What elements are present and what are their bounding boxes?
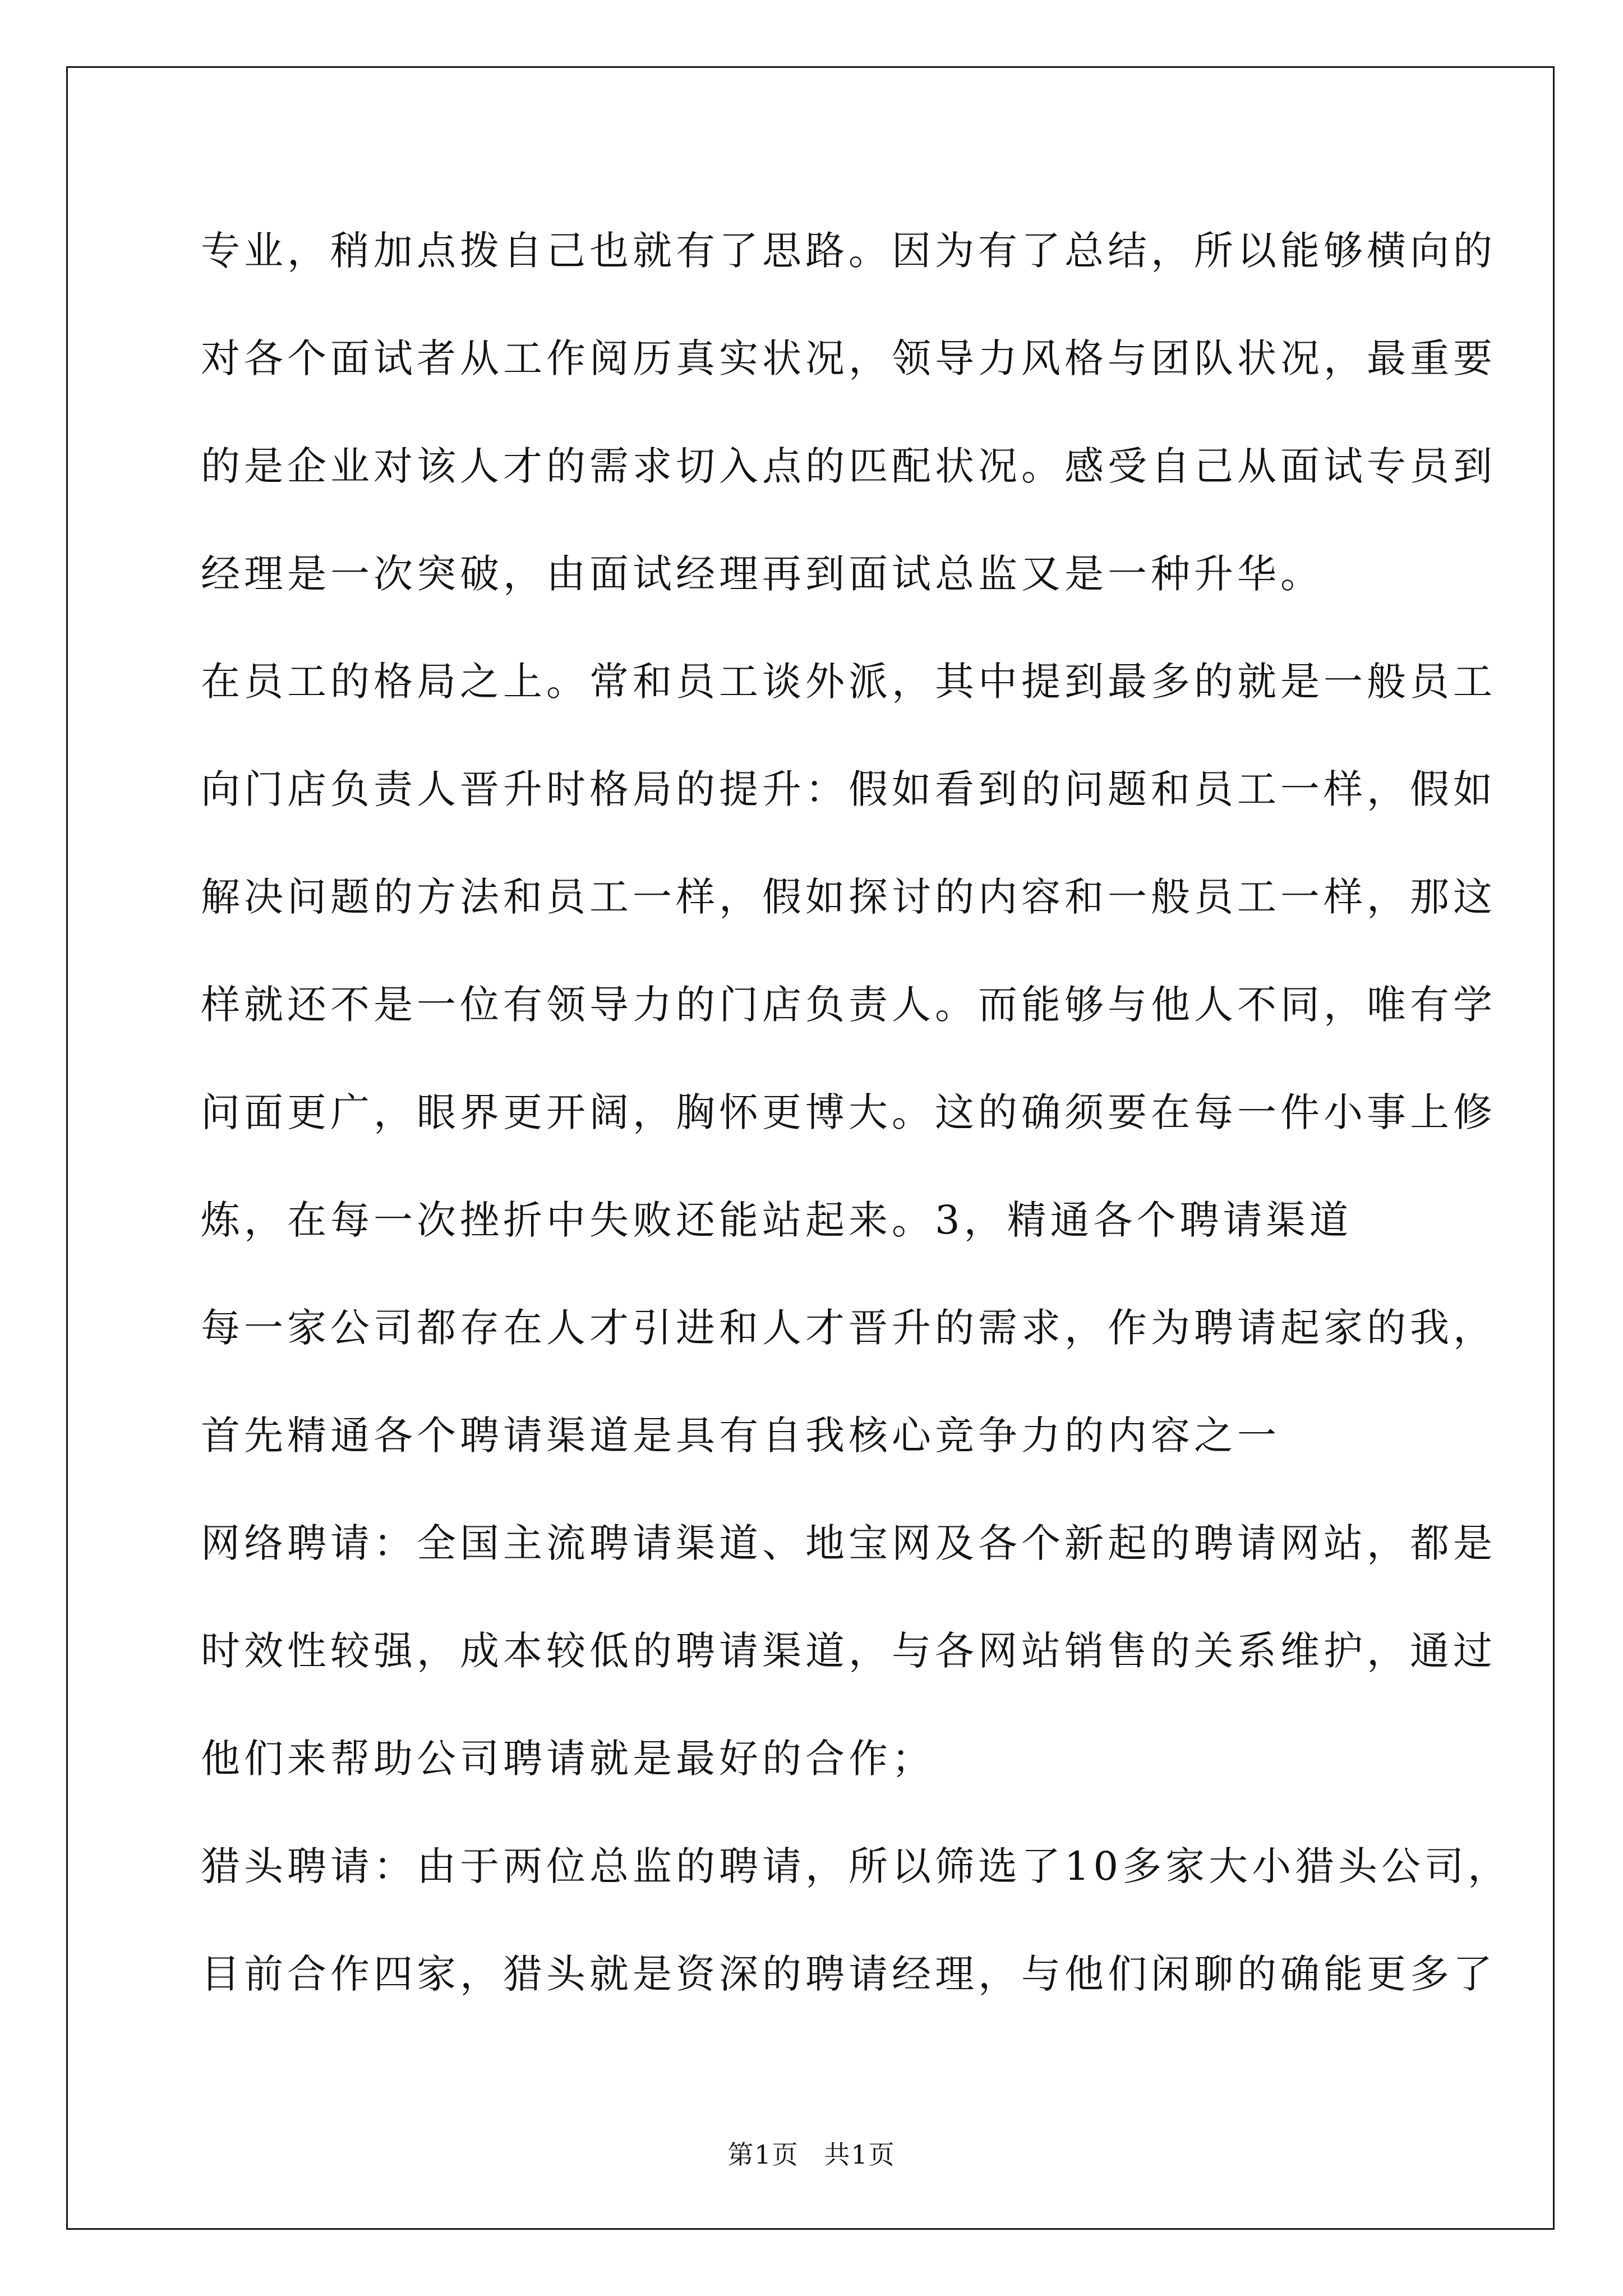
- text-line: 的是企业对该人才的需求切入点的匹配状况。感受自己从面试专员到: [201, 443, 1496, 489]
- page-number-total: 共1页: [824, 2139, 896, 2170]
- text-line: 时效性较强，成本较低的聘请渠道，与各网站销售的关系维护，通过: [201, 1628, 1496, 1674]
- text-line: 问面更广，眼界更开阔，胸怀更博大。这的确须要在每一件小事上修: [201, 1089, 1496, 1135]
- document-body: [201, 220, 1511, 2051]
- text-line: 他们来帮助公司聘请就是最好的合作；: [201, 1736, 935, 1782]
- text-line: 经理是一次突破，由面试经理再到面试总监又是一种升华。: [201, 551, 1324, 597]
- text-line: 炼，在每一次挫折中失败还能站起来。3，精通各个聘请渠道: [201, 1197, 1353, 1243]
- text-line: 向门店负责人晋升时格局的提升：假如看到的问题和员工一样，假如: [201, 766, 1496, 812]
- text-line: 对各个面试者从工作阅历真实状况，领导力风格与团队状况，最重要: [201, 335, 1496, 381]
- text-line: 样就还不是一位有领导力的门店负责人。而能够与他人不同，唯有学: [201, 982, 1496, 1028]
- page-footer: [0, 2134, 1623, 2171]
- text-line: 目前合作四家，猎头就是资深的聘请经理，与他们闲聊的确能更多了: [201, 1951, 1496, 1997]
- page-number-current: 第1页: [727, 2139, 799, 2170]
- text-line: 在员工的格局之上。常和员工谈外派，其中提到最多的就是一般员工: [201, 659, 1496, 705]
- text-line: 专业，稍加点拨自己也就有了思路。因为有了总结，所以能够横向的: [201, 228, 1496, 274]
- text-line: 解决问题的方法和员工一样，假如探讨的内容和一般员工一样，那这: [201, 874, 1496, 920]
- text-line: 猎头聘请：由于两位总监的聘请，所以筛选了10多家大小猎头公司，: [201, 1843, 1511, 1889]
- text-line: 首先精通各个聘请渠道是具有自我核心竞争力的内容之一: [201, 1412, 1280, 1458]
- text-line: 网络聘请：全国主流聘请渠道、地宝网及各个新起的聘请网站，都是: [201, 1520, 1496, 1566]
- text-line: 每一家公司都存在人才引进和人才晋升的需求，作为聘请起家的我，: [201, 1305, 1496, 1351]
